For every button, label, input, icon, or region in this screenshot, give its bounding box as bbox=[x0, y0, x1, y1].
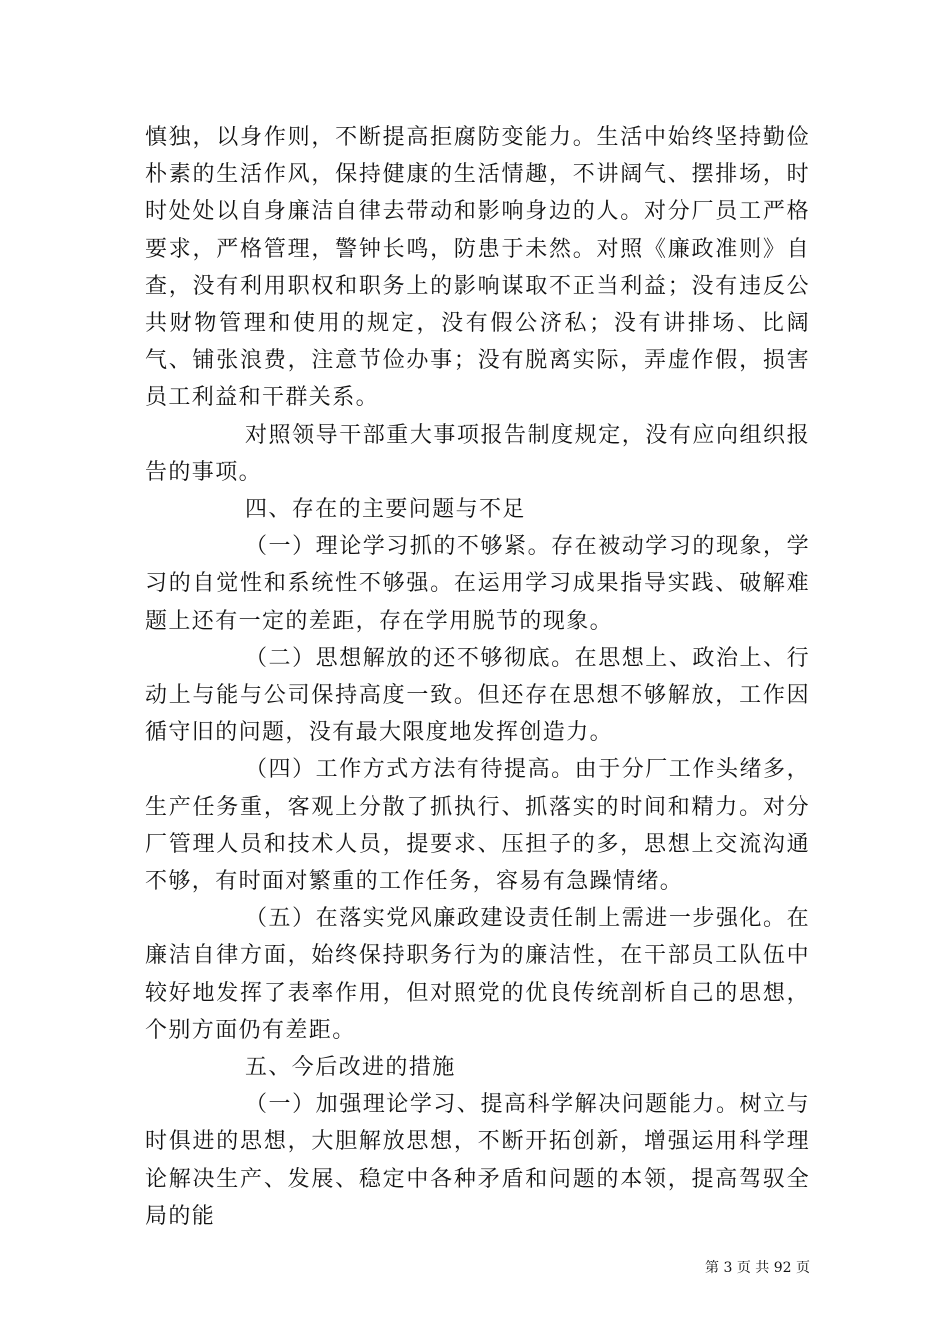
paragraph-problem-1: （一）理论学习抓的不够紧。存在被动学习的现象，学习的自觉性和系统性不够强。在运用学习成果指导实践、破解难题上还有一定的差距，存在学用脱节的现象。 bbox=[145, 534, 810, 634]
paragraph-improvement-1: （一）加强理论学习、提高科学解决问题能力。树立与时俱进的思想，大胆解放思想，不断开拓创新，增强运用科学理论解决生产、发展、稳定中各种矛盾和问题的本领，提高驾驭全局的能 bbox=[145, 1092, 810, 1229]
document-body bbox=[145, 119, 810, 1235]
paragraph-major-matters-report: 对照领导干部重大事项报告制度规定，没有应向组织报告的事项。 bbox=[145, 422, 810, 485]
section-heading-problems: 四、存在的主要问题与不足 bbox=[245, 497, 526, 523]
paragraph-problem-2: （二）思想解放的还不够彻底。在思想上、政治上、行动上与能与公司保持高度一致。但还存在思想不够解放，工作因循守旧的问题，没有最大限度地发挥创造力。 bbox=[145, 645, 810, 746]
paragraph-continuation: 慎独，以身作则，不断提高拒腐防变能力。生活中始终坚持勤俭朴素的生活作风，保持健康的生活情趣，不讲阔气、摆排场，时时处处以自身廉洁自律去带动和影响身边的人。对分厂员工严格要求，严格管理，警钟长鸣，防患于未然。对照《廉政准则》自查，没有利用职权和职务上的影响谋取不正当利益；没有违反公共财物管理和使用的规定，没有假公济私；没有讲排场、比阔气、铺张浪费，注意节俭办事；没有脱离实际，弄虚作假，损害员工利益和干群关系。 bbox=[145, 125, 810, 411]
paragraph-problem-4: （四）工作方式方法有待提高。由于分厂工作头绪多，生产任务重，客观上分散了抓执行、抓落实的时间和精力。对分厂管理人员和技术人员，提要求、压担子的多，思想上交流沟通不够，有时面对繁重的工作任务，容易有急躁情绪。 bbox=[145, 757, 810, 895]
paragraph-problem-5: （五）在落实党风廉政建设责任制上需进一步强化。在廉洁自律方面，始终保持职务行为的廉洁性，在干部员工队伍中较好地发挥了表率作用，但对照党的优良传统剖析自己的思想，个别方面仍有差距。 bbox=[145, 906, 810, 1043]
section-heading-improvements: 五、今后改进的措施 bbox=[245, 1055, 456, 1081]
page-number-footer: 第 3 页 共 92 页 bbox=[705, 1260, 810, 1276]
